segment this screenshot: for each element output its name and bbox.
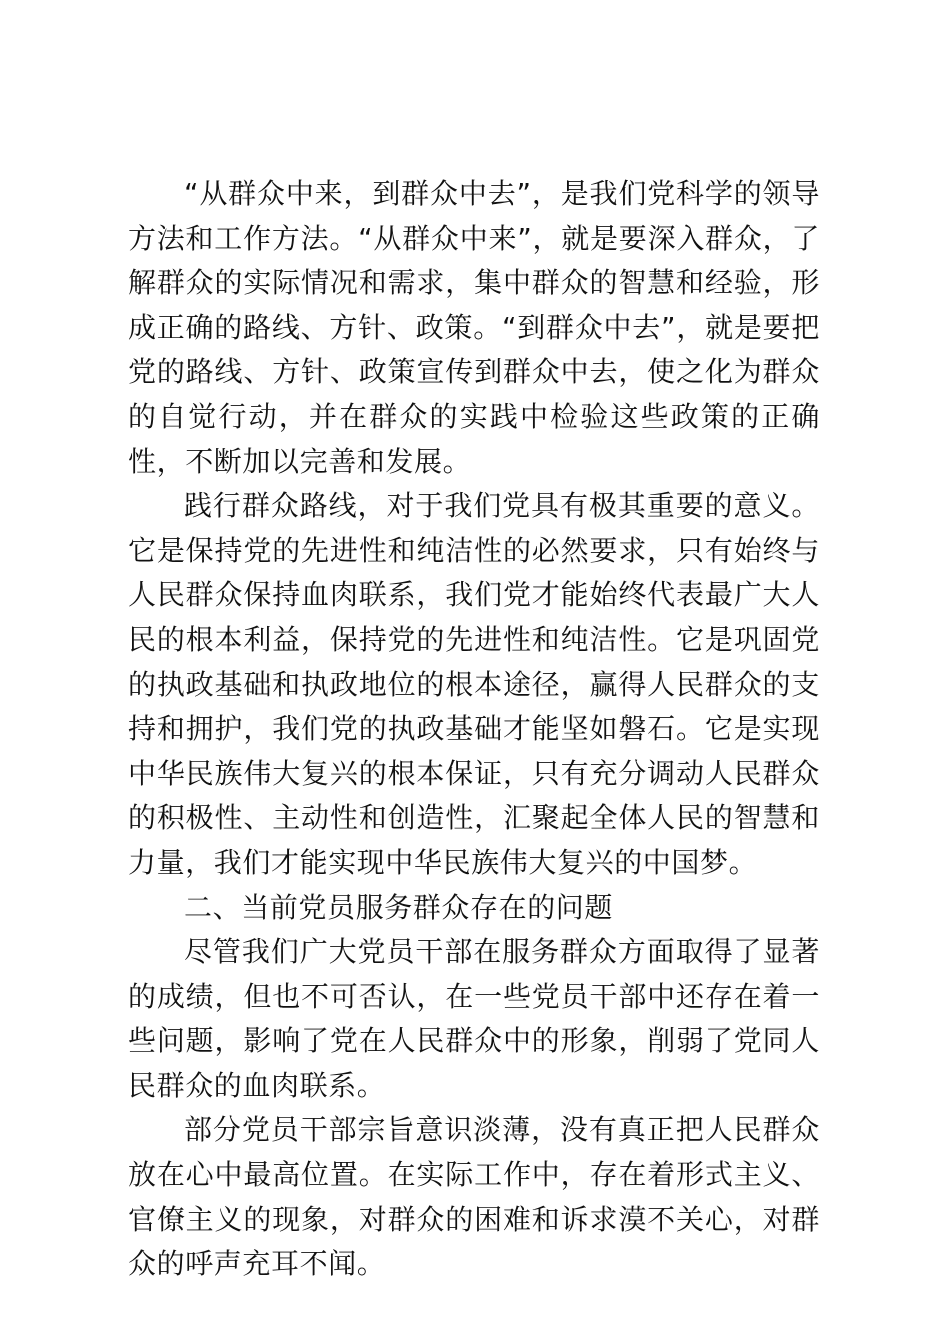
paragraph-problems-overview: 尽管我们广大党员干部在服务群众方面取得了显著的成绩，但也不可否认，在一些党员干部中还存在着一些问题，影响了党在人民群众中的形象，削弱了党同人民群众的血肉联系。 <box>128 935 820 1102</box>
paragraph-mass-line-significance: 践行群众路线，对于我们党具有极其重要的意义。它是保持党的先进性和纯洁性的必然要求，只有始终与人民群众保持血肉联系，我们党才能始终代表最广大人民的根本利益，保持党的先进性和纯洁性。它是巩固党的执政基础和执政地位的根本途径，赢得人民群众的支持和拥护，我们党的执政基础才能坚如磐石。它是实现中华民族伟大复兴的根本保证，只有充分调动人民群众的积极性、主动性和创造性，汇聚起全体人民的智慧和力量，我们才能实现中华民族伟大复兴的中国梦。 <box>128 489 820 879</box>
paragraph-weak-awareness: 部分党员干部宗旨意识淡薄，没有真正把人民群众放在心中最高位置。在实际工作中，存在着形式主义、官僚主义的现象，对群众的困难和诉求漠不关心，对群众的呼声充耳不闻。 <box>128 1113 820 1281</box>
section-heading: 二、当前党员服务群众存在的问题 <box>184 890 614 924</box>
document-body <box>128 172 820 1287</box>
paragraph-mass-line-method: “从群众中来，到群众中去”，是我们党科学的领导方法和工作方法。“从群众中来”，就是要深入群众，了解群众的实际情况和需求，集中群众的智慧和经验，形成正确的路线、方针、政策。“到群众中去”，就是要把党的路线、方针、政策宣传到群众中去，使之化为群众的自觉行动，并在群众的实践中检验这些政策的正确性，不断加以完善和发展。 <box>128 177 820 478</box>
